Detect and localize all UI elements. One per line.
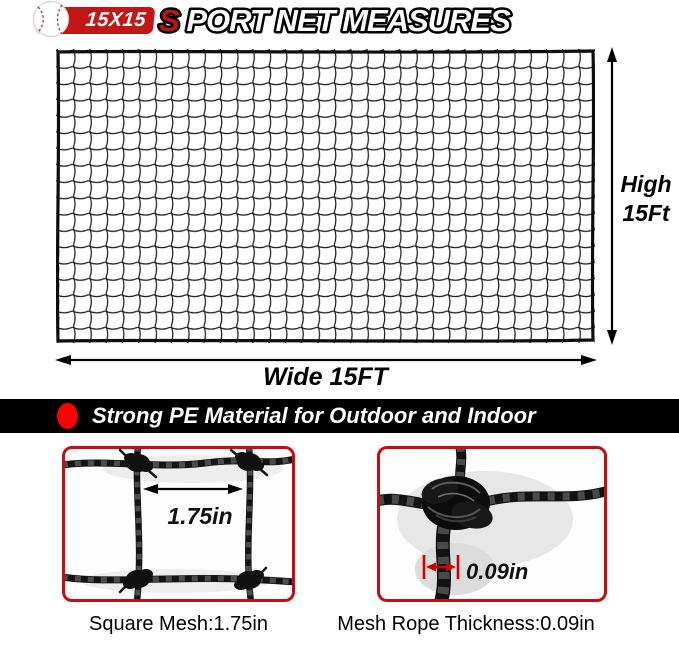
title-rest: PORT NET MEASURES [186,3,510,38]
mesh-detail-panel [62,446,295,602]
red-dot-icon [57,403,78,429]
baseball-icon [29,0,75,45]
knot-detail-panel [377,446,607,602]
height-label-line2: 15Ft [622,200,670,226]
rope-thickness-label: 0.09in [466,559,529,584]
title-first-letter: S [159,3,179,38]
height-label-line1: High [620,171,672,197]
mesh-size-arrow [143,484,243,494]
width-dimension-label: Wide 15FT [263,363,388,391]
knot-caption: Mesh Rope Thickness:0.09in [337,613,595,635]
material-banner [0,399,679,433]
height-dimension-label [616,170,676,228]
page-title [157,0,577,42]
svg-text:S PORT NET MEASURES [159,3,511,38]
mesh-size-label: 1.75in [167,503,233,529]
net-illustration [56,49,595,343]
banner-text: Strong PE Material for Outdoor and Indoor [92,403,536,428]
size-badge-label: 15X15 [84,9,148,31]
header [0,0,679,42]
mesh-caption: Square Mesh:1.75in [88,613,268,635]
